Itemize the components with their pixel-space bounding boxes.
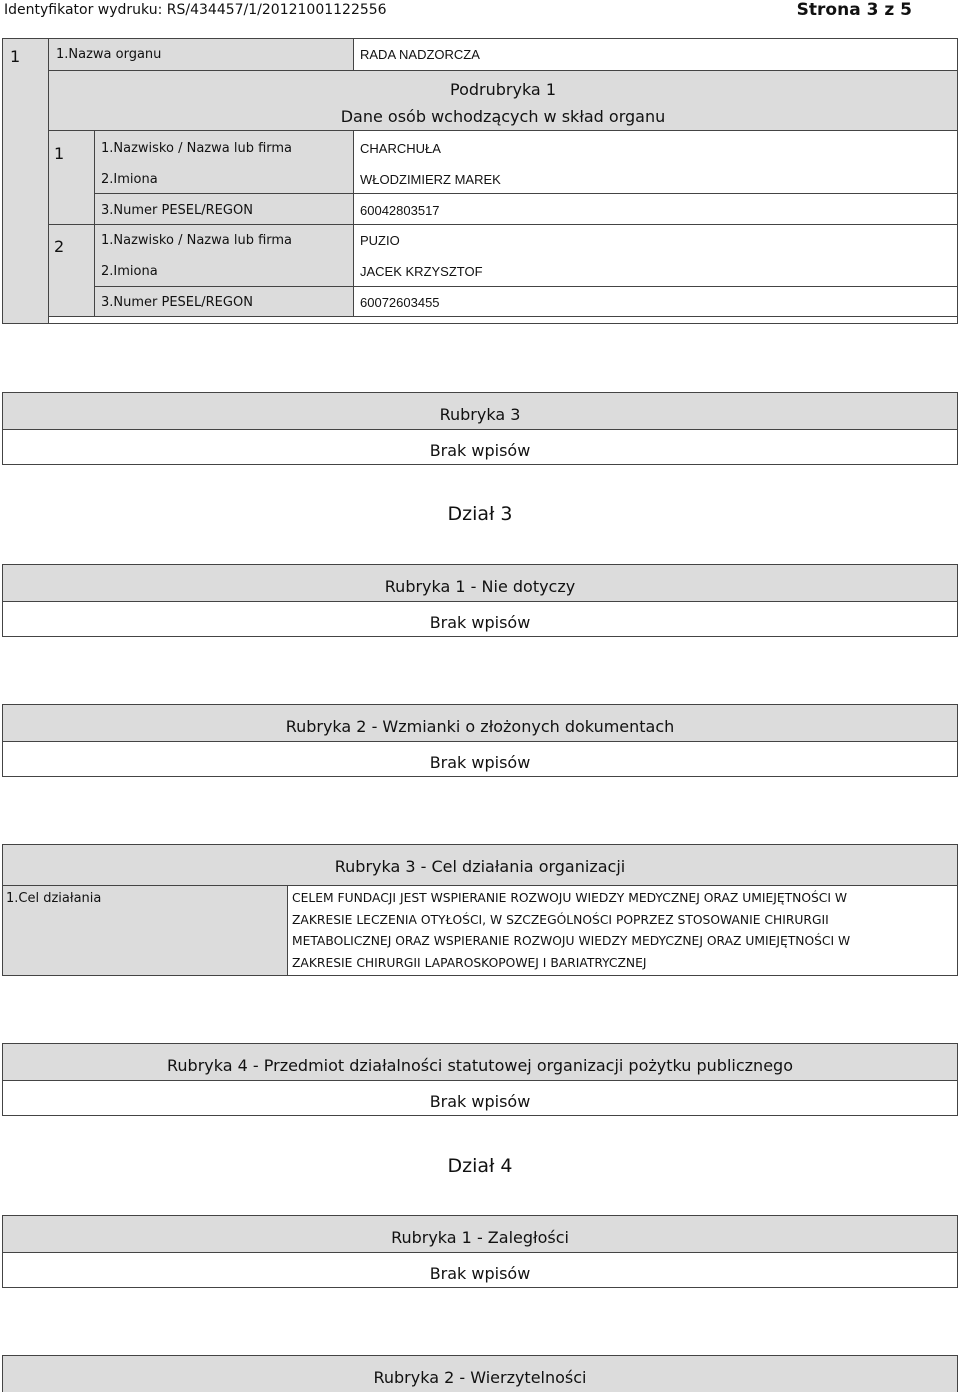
rubryka-title: Rubryka 4 - Przedmiot działalności statutowej organizacji pożytku publicznego <box>167 1056 793 1075</box>
names-value: WŁODZIMIERZ MAREK <box>360 172 501 187</box>
pesel-value: 60042803517 <box>360 203 440 218</box>
rubryka-title: Rubryka 1 - Nie dotyczy <box>384 577 576 596</box>
pesel-label: 3.Numer PESEL/REGON <box>101 203 253 218</box>
section-title-dzial-4: Dział 4 <box>447 1155 513 1177</box>
page-number: Strona 3 z 5 <box>796 0 912 20</box>
purpose-label: 1.Cel działania <box>6 891 102 906</box>
rubryka-title: Rubryka 3 <box>439 405 521 424</box>
purpose-line: ZAKRESIE CHIRURGII LAPAROSKOPOWEJ I BARIATRYCZNEJ <box>292 955 647 970</box>
surname-value: CHARCHUŁA <box>360 141 441 156</box>
rubryka-value: Brak wpisów <box>429 441 531 460</box>
rubryka-title: Rubryka 2 - Wzmianki o złożonych dokumentach <box>285 717 675 736</box>
rubryka-value: Brak wpisów <box>429 753 531 772</box>
purpose-line: ZAKRESIE LECZENIA OTYŁOŚCI, W SZCZEGÓLNOŚCI POPRZEZ STOSOWANIE CHIRURGII <box>292 912 829 927</box>
purpose-text <box>292 888 850 974</box>
organ-index: 1 <box>10 47 21 66</box>
names-label: 2.Imiona <box>101 264 158 279</box>
pesel-value: 60072603455 <box>360 295 440 310</box>
rubryka-value: Brak wpisów <box>429 613 531 632</box>
surname-label: 1.Nazwisko / Nazwa lub firma <box>101 233 293 248</box>
person-index: 2 <box>54 237 65 256</box>
surname-label: 1.Nazwisko / Nazwa lub firma <box>101 141 293 156</box>
rubryka-title: Rubryka 2 - Wierzytelności <box>373 1368 587 1387</box>
section-title-dzial-3: Dział 3 <box>447 503 513 525</box>
rubryka-title: Rubryka 1 - Zaległości <box>391 1228 569 1247</box>
names-value: JACEK KRZYSZTOF <box>360 264 483 279</box>
rubryka-value: Brak wpisów <box>429 1092 531 1111</box>
purpose-line: CELEM FUNDACJI JEST WSPIERANIE ROZWOJU WIEDZY MEDYCZNEJ ORAZ UMIEJĘTNOŚCI W <box>292 891 848 905</box>
organ-name-label: 1.Nazwa organu <box>56 47 162 62</box>
pesel-label: 3.Numer PESEL/REGON <box>101 295 253 310</box>
purpose-line: METABOLICZNEJ ORAZ WSPIERANIE ROZWOJU WIEDZY MEDYCZNEJ ORAZ UMIEJĘTNOŚCI W <box>292 934 851 948</box>
person-index: 1 <box>54 144 65 163</box>
print-identifier: Identyfikator wydruku: RS/434457/1/20121001122556 <box>4 2 387 18</box>
names-label: 2.Imiona <box>101 172 158 187</box>
organ-name-value: RADA NADZORCZA <box>360 47 480 62</box>
rubryka-title: Rubryka 3 - Cel działania organizacji <box>334 857 626 876</box>
surname-value: PUZIO <box>360 233 400 248</box>
rubryka-value: Brak wpisów <box>429 1264 531 1283</box>
subrubric-subtitle: Dane osób wchodzących w skład organu <box>340 107 666 126</box>
subrubric-title: Podrubryka 1 <box>450 80 556 99</box>
